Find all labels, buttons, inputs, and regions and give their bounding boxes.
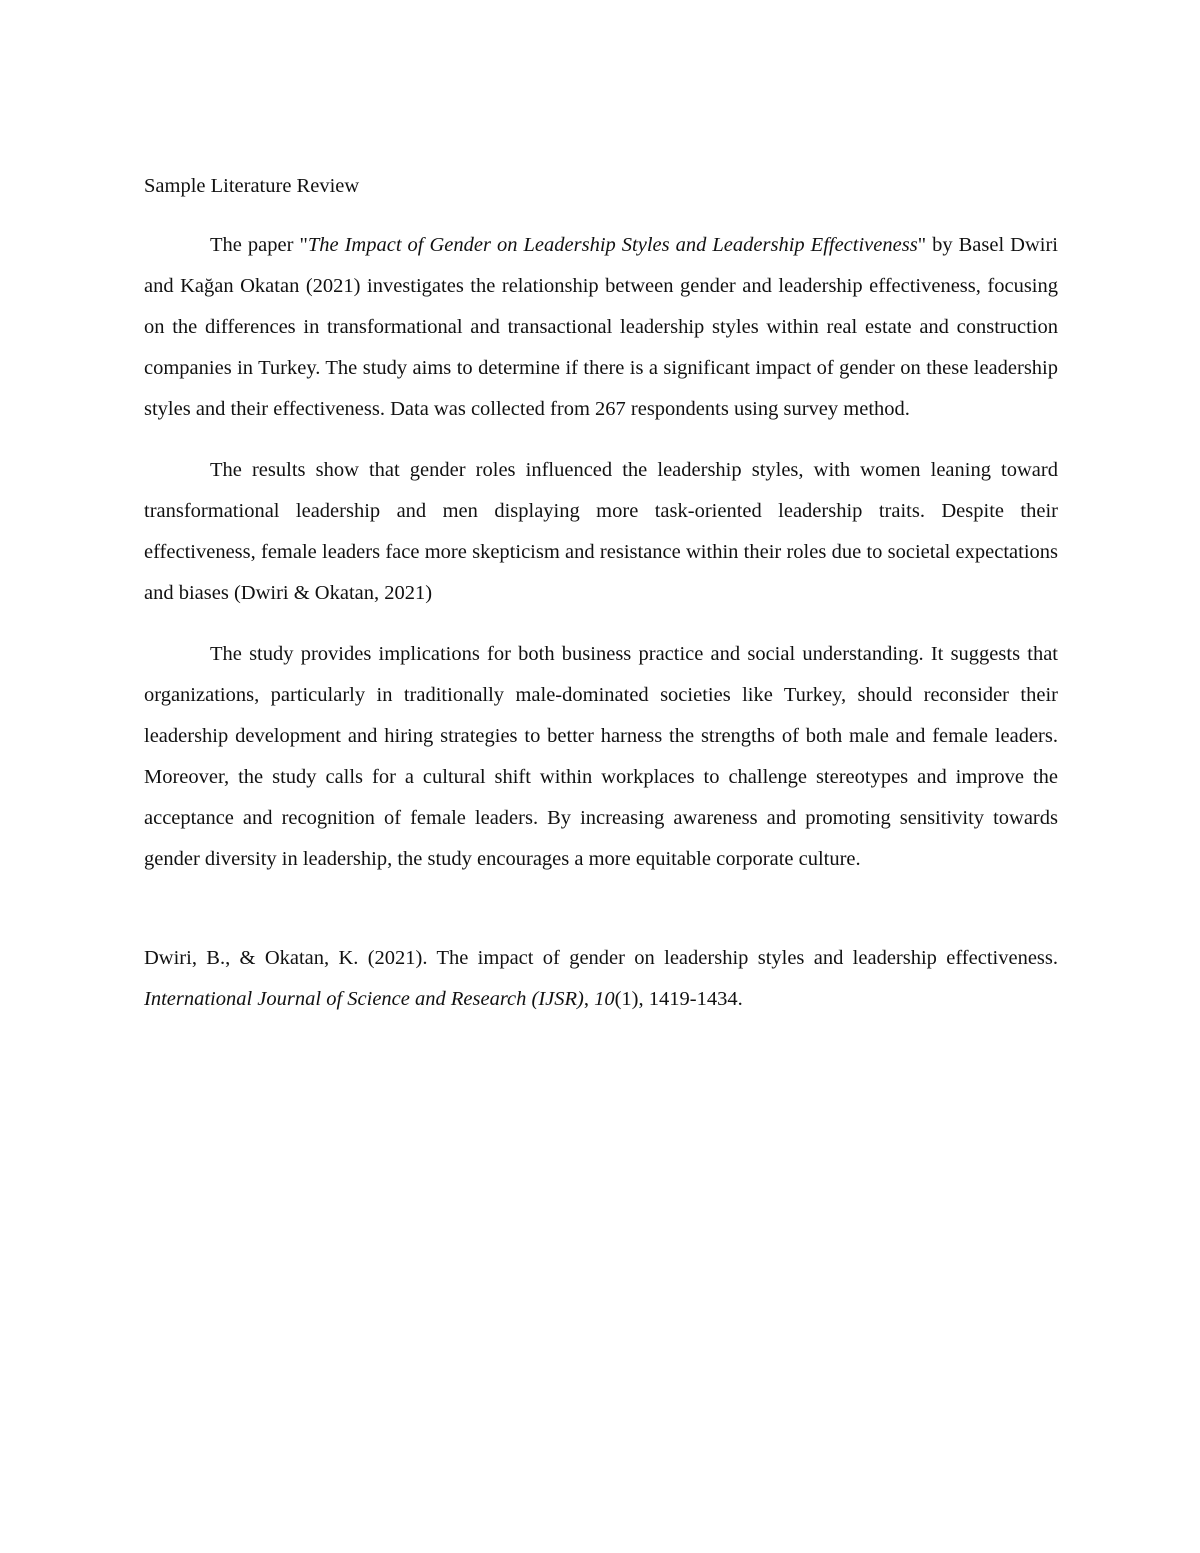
paragraph-results: The results show that gender roles influenced the leadership styles, with women leaning toward transformational leadership and men displaying more task-oriented leadership traits. Despite their effectiveness, female leaders face more skepticism and resistance within their roles due to societal expectations and biases (Dwiri & Okatan, 2021) <box>144 459 1058 604</box>
paragraph-summary <box>144 225 1058 430</box>
paragraph-summary-prefix: The paper " <box>210 234 308 256</box>
document-body <box>144 166 1058 1020</box>
paragraph-implications: The study provides implications for both business practice and social understanding. It suggests that organizations, particularly in traditionally male-dominated societies like Turkey, should reconsider their leadership development and hiring strategies to better harness the strengths of both male and female leaders. Moreover, the study calls for a cultural shift within workplaces to challenge stereotypes and improve the acceptance and recognition of female leaders. By increasing awareness and promoting sensitivity towards gender diversity in leadership, the study encourages a more equitable corporate culture. <box>144 643 1058 870</box>
reference-journal: International Journal of Science and Research (IJSR) <box>144 988 584 1010</box>
document-title: Sample Literature Review <box>144 175 360 197</box>
reference-authors-title: Dwiri, B., & Okatan, K. (2021). The impact of gender on leadership styles and leadership effectiveness. <box>144 947 1058 969</box>
reference-separator: , <box>583 988 595 1010</box>
reference-volume: 10 <box>594 988 615 1010</box>
paragraph-summary-text: " by Basel Dwiri and Kağan Okatan (2021) investigates the relationship between gender and leadership effectiveness, focusing on the differences in transformational and transactional leadership styles within real estate and construction companies in Turkey. The study aims to determine if there is a significant impact of gender on these leadership styles and their effectiveness. Data was collected from 267 respondents using survey method. <box>144 234 1058 420</box>
paper-title: The Impact of Gender on Leadership Styles and Leadership Effectiveness <box>307 234 918 256</box>
reference-entry <box>144 938 1058 1020</box>
reference-issue-pages: (1), 1419-1434. <box>614 988 743 1010</box>
